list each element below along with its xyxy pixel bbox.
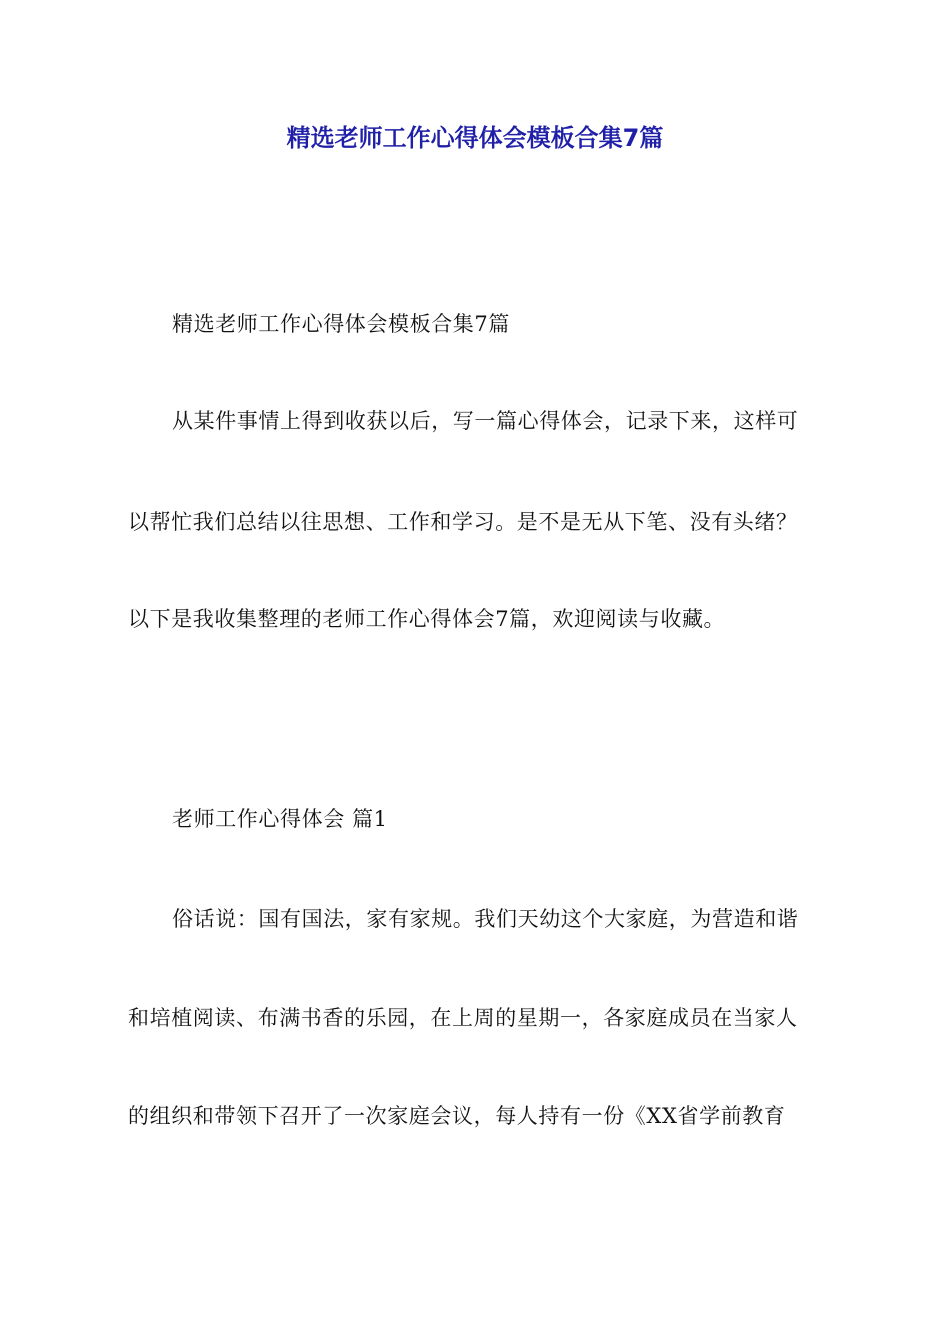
body-paragraph-line-2: 和培植阅读、布满书香的乐园，在上周的星期一，各家庭成员在当家人 bbox=[128, 1006, 798, 1030]
section-heading: 老师工作心得体会 篇1 bbox=[172, 807, 388, 831]
intro-paragraph-line-3: 以下是我收集整理的老师工作心得体会7篇，欢迎阅读与收藏。 bbox=[128, 607, 726, 631]
document-title: 精选老师工作心得体会模板合集7篇 bbox=[286, 124, 664, 152]
body-paragraph-line-1: 俗话说：国有国法，家有家规。我们天幼这个大家庭，为营造和谐 bbox=[172, 907, 799, 931]
intro-paragraph-line-2: 以帮忙我们总结以往思想、工作和学习。是不是无从下笔、没有头绪？ bbox=[128, 510, 798, 534]
intro-paragraph-line-1: 从某件事情上得到收获以后，写一篇心得体会，记录下来，这样可 bbox=[172, 409, 799, 433]
subtitle-line: 精选老师工作心得体会模板合集7篇 bbox=[172, 312, 510, 336]
body-paragraph-line-3: 的组织和带领下召开了一次家庭会议，每人持有一份《XX省学前教育 bbox=[128, 1104, 786, 1128]
